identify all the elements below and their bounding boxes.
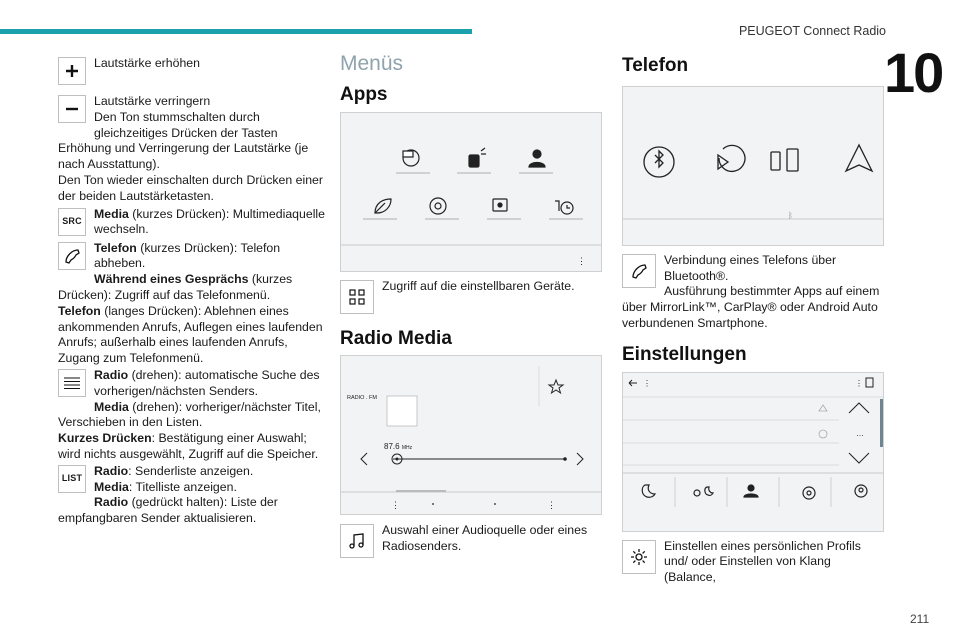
telefon-desc-2: Ausführung bestimmter Apps auf einem über MirrorLink™, CarPlay® oder Android Auto verbundenen Smartphone. [622, 284, 880, 330]
svg-text:⋮: ⋮ [547, 500, 556, 511]
settings-screen [622, 372, 884, 532]
telefon-desc-1: Verbindung eines Telefons über Bluetooth®. [664, 252, 837, 283]
plus-icon [58, 57, 86, 85]
apps-title: Apps [340, 83, 388, 105]
column-phone-settings [622, 56, 886, 586]
list-media-bold: Media [94, 479, 129, 494]
src-button-icon: SRC [58, 208, 86, 236]
media-bold: Media [94, 399, 129, 414]
src-text: (kurzes Drücken): Multimediaquelle wechseln. [94, 206, 325, 237]
column-controls [58, 56, 326, 527]
svg-text:⋮: ⋮ [577, 255, 586, 266]
item-volume-down [58, 94, 326, 205]
radio-frequency [384, 439, 412, 457]
svg-text:⋮: ⋮ [855, 378, 863, 388]
column-menus [340, 52, 604, 561]
telefon-screen-illustration [623, 87, 883, 245]
radio-screen-illustration [341, 356, 601, 514]
phone-icon [622, 254, 656, 288]
list-button-icon: LIST [58, 465, 86, 493]
svg-text:⋮: ⋮ [391, 500, 400, 511]
page-header-title: PEUGEOT Connect Radio [738, 24, 886, 38]
radio-bold: Radio [94, 367, 129, 382]
apps-screen-illustration [341, 113, 601, 271]
android-auto-icon [846, 145, 872, 171]
hold-text: (gedrückt halten): Liste der empfangbaren Sender aktualisieren. [58, 495, 278, 526]
radio-screen [340, 355, 602, 515]
page-number: 211 [910, 612, 930, 626]
item-telefon [58, 241, 326, 367]
svg-text:ᛒ: ᛒ [788, 210, 793, 220]
item-src [58, 207, 326, 239]
media-text: (drehen): vorheriger/nächster Titel, Verschieben in den Listen. [58, 399, 321, 430]
tel-text: (kurzes Drücken): Telefon abheben. [94, 240, 281, 271]
tel2-text: (langes Drücken): Ablehnen eines ankommenden Anrufs, Auflegen eines laufenden Anrufs; außerhalb eines laufenden Anrufs, Zugang zum Telefonmenü. [58, 303, 323, 366]
unmute-text: Den Ton wieder einschalten durch Drücken einer der beiden Lautstärketasten. [58, 172, 323, 203]
chapter-number: 10 [884, 41, 943, 104]
item-list [58, 464, 326, 527]
gear-icon [622, 540, 656, 574]
radio-freq-value: 87.6 [384, 442, 400, 452]
during-text: (kurzes Drücken): Zugriff auf das Telefonmenü. [58, 272, 293, 302]
play-phone-icon [718, 145, 745, 171]
volume-down-text: Lautstärke verringern [94, 94, 211, 108]
settings-screen-illustration [623, 373, 883, 531]
mirrorlink-icon [771, 149, 798, 171]
item-telefon-connect [622, 253, 886, 332]
radio-media-title: Radio Media [340, 327, 452, 349]
short-bold: Kurzes Drücken [58, 431, 152, 446]
header-accent-bar [0, 29, 472, 34]
radio-desc: Auswahl einer Audioquelle oder eines Radiosenders. [382, 523, 588, 554]
svg-text:⋮: ⋮ [643, 378, 651, 388]
tel-bold: Telefon [94, 240, 137, 255]
menus-title: Menüs [340, 52, 404, 75]
radio-band: RADIO . FM [347, 395, 377, 402]
dial-icon [58, 369, 86, 397]
settings-desc: Einstellen eines persönlichen Profils und/ oder Einstellen von Klang (Balance, [664, 538, 861, 585]
apps-row1-icons [403, 148, 545, 167]
list-media-text: : Titelliste anzeigen. [128, 479, 237, 494]
list-radio-bold: Radio [94, 463, 129, 478]
phone-icon [58, 242, 86, 270]
short-text: : Bestätigung einer Auswahl; wird nichts ausgewählt, Zugriff auf die Speicher. [58, 431, 319, 461]
src-bold: Media [94, 206, 129, 221]
telefon-title: Telefon [622, 55, 689, 76]
music-note-icon [340, 524, 374, 558]
radio-text: (drehen): automatische Suche des vorherigen/nächsten Senders. [94, 367, 320, 398]
svg-text:…: … [856, 428, 864, 438]
item-apps [340, 279, 604, 295]
item-radio-media [340, 523, 604, 555]
apps-desc: Zugriff auf die einstellbaren Geräte. [382, 278, 575, 293]
settings-title: Einstellungen [622, 343, 747, 365]
grid-icon [340, 280, 374, 314]
apps-screen [340, 112, 602, 272]
item-settings [622, 539, 886, 586]
volume-up-text: Lautstärke erhöhen [94, 56, 200, 70]
apps-row2-icons [375, 198, 573, 214]
radio-freq-unit: MHz [401, 445, 413, 452]
bluetooth-icon [644, 147, 674, 177]
item-volume-up [58, 56, 326, 72]
item-radio-dial [58, 368, 326, 463]
tel2-bold: Telefon [58, 303, 101, 318]
hold-bold: Radio [94, 495, 129, 510]
minus-icon [58, 95, 86, 123]
during-bold: Während eines Gesprächs [94, 272, 249, 287]
list-radio-text: : Senderliste anzeigen. [128, 463, 254, 478]
telefon-screen [622, 86, 884, 246]
mute-text: Den Ton stummschalten durch gleichzeitiges Drücken der Tasten Erhöhung und Verringerung der Lautstärke (je nach Ausstattung). [58, 109, 309, 172]
